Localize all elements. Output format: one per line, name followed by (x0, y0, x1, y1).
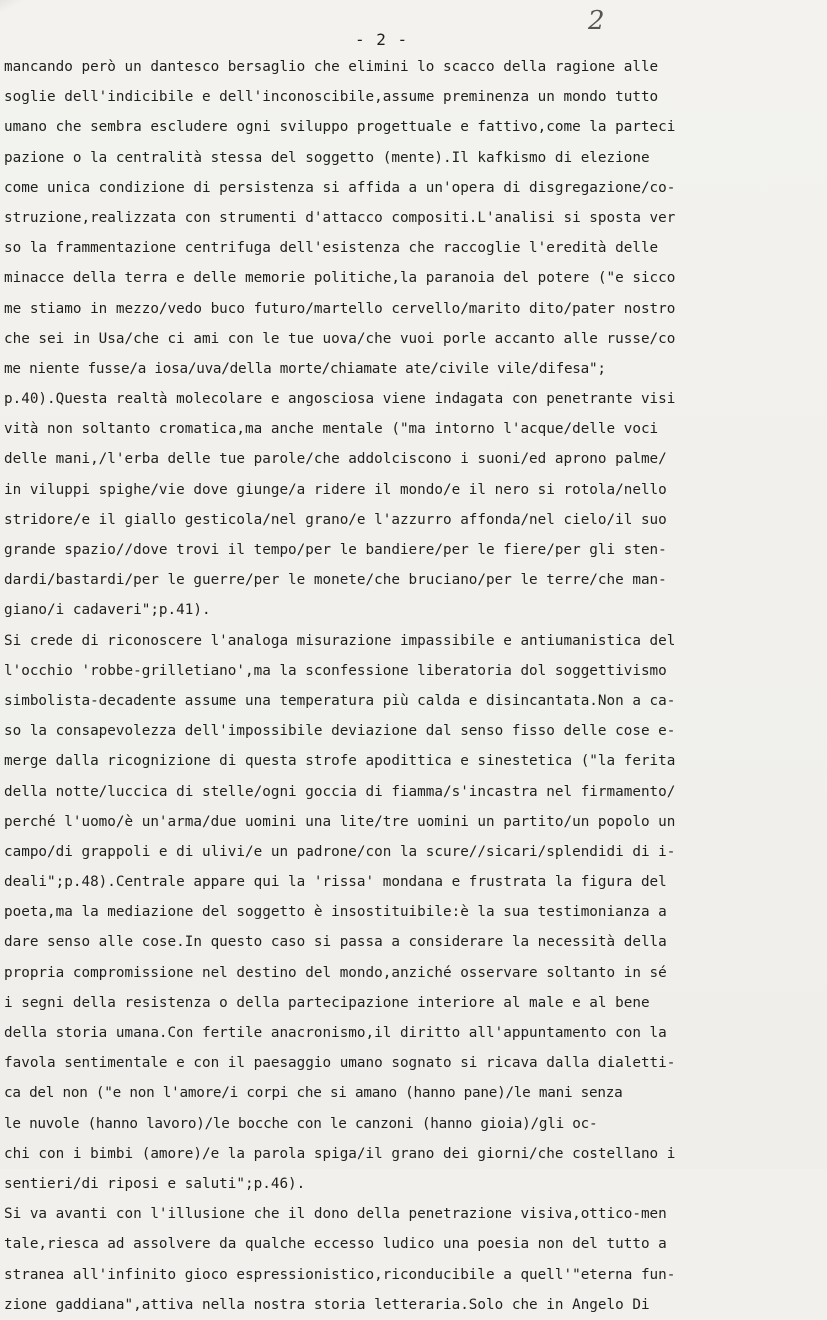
text-line: sentieri/di riposi e saluti";p.46). (4, 1175, 306, 1192)
text-line: pazione o la centralità stessa del soggetto (mente).Il kafkismo di elezione (4, 149, 650, 166)
text-line: dare senso alle cose.In questo caso si passa a considerare la necessità della (4, 934, 667, 951)
text-line: me niente fusse/a iosa/uva/della morte/chiamate ate/civile vile/difesa"; (4, 360, 606, 377)
text-line: in viluppi spighe/vie dove giunge/a ridere il mondo/e il nero si rotola/nello (4, 481, 667, 498)
text-line: grande spazio//dove trovi il tempo/per le bandiere/per le fiere/per gli sten- (4, 542, 667, 558)
text-line: so la frammentazione centrifuga dell'esistenza che raccoglie l'eredità delle (4, 240, 659, 257)
text-line: minacce della terra e delle memorie politiche,la paranoia del potere ("e sicco (4, 270, 676, 287)
text-line: favola sentimentale e con il paesaggio umano sognato si ricava dalla dialetti- (4, 1055, 676, 1072)
text-line: so la consapevolezza dell'impossibile deviazione dal senso fisso delle cose e- (4, 723, 676, 740)
text-line: zione gaddiana",attiva nella nostra storia letteraria.Solo che in Angelo Di (4, 1296, 650, 1313)
text-line: mancando però un dantesco bersaglio che elimini lo scacco della ragione alle (4, 59, 659, 75)
text-line: campo/di grappoli e di ulivi/e un padrone/con la scure//sicari/splendidi di i- (4, 843, 676, 860)
text-line: stridore/e il giallo gesticola/nel grano/e l'azzurro affonda/nel cielo/il suo (4, 511, 667, 528)
text-line: ca del non ("e non l'amore/i corpi che si amano (hanno pane)/le mani senza (4, 1085, 623, 1102)
text-line: stranea all'infinito gioco espressionistico,riconducibile a quell'"eterna fun- (4, 1266, 676, 1283)
text-line: merge dalla ricognizione di questa strofe apodittica e sinestetica ("la ferita (4, 753, 676, 770)
text-line: soglie dell'indicibile e dell'inconoscibile,assume preminenza un mondo tutto (4, 89, 659, 106)
text-line: struzione,realizzata con strumenti d'attacco compositi.L'analisi si sposta ver (4, 209, 676, 226)
text-line: dardi/bastardi/per le guerre/per le monete/che bruciano/per le terre/che man- (4, 572, 667, 589)
text-line: Si va avanti con l'illusione che il dono della penetrazione visiva,ottico-men (4, 1206, 667, 1223)
text-line: le nuvole (hanno lavoro)/le bocche con le canzoni (hanno gioia)/gli oc- (4, 1115, 598, 1132)
text-line: Si crede di riconoscere l'analoga misurazione impassibile e antiumanistica del (4, 632, 676, 649)
text-line: vità non soltanto cromatica,ma anche mentale ("ma intorno l'acque/delle voci (4, 421, 659, 438)
text-line: i segni della resistenza o della partecipazione interiore al male e al bene (4, 994, 650, 1011)
text-line: che sei in Usa/che ci ami con le tue uova/che vuoi porle accanto alle russe/co (4, 330, 676, 347)
text-line: simbolista-decadente assume una temperatura più calda e disincantata.Non a ca- (4, 692, 676, 709)
text-line: perché l'uomo/è un'arma/due uomini una lite/tre uomini un partito/un popolo un (4, 813, 676, 830)
text-line: delle mani,/l'erba delle tue parole/che addolciscono i suoni/ed aprono palme/ (4, 451, 667, 468)
text-line: giano/i cadaveri";p.41). (4, 602, 211, 619)
text-line: l'occhio 'robbe-grilletiano',ma la sconfessione liberatoria dol soggettivismo (4, 662, 667, 679)
text-line: deali";p.48).Centrale appare qui la 'rissa' mondana e frustrata la figura del (4, 874, 667, 891)
text-line: tale,riesca ad assolvere da qualche eccesso ludico una poesia non del tutto a (4, 1236, 667, 1253)
text-line: chi con i bimbi (amore)/e la parola spiga/il grano dei giorni/che costellano i (4, 1145, 676, 1162)
text-line: umano che sembra escludere ogni sviluppo progettuale e fattivo,come la parteci (4, 119, 676, 136)
page-corner-shadow (0, 0, 208, 25)
page-number: - 2 - (355, 30, 409, 49)
text-line: come unica condizione di persistenza si affida a un'opera di disgregazione/co- (4, 179, 676, 196)
text-line: me stiamo in mezzo/vedo buco futuro/martello cervello/marito dito/pater nostro (4, 300, 676, 317)
text-line: della notte/luccica di stelle/ogni goccia di fiamma/s'incastra nel firmamento/ (4, 783, 676, 800)
text-line: della storia umana.Con fertile anacronismo,il diritto all'appuntamento con la (4, 1025, 667, 1041)
handwritten-page-number: 2 (588, 6, 605, 36)
text-line: propria compromissione nel destino del mondo,anziché osservare soltanto in sé (4, 964, 667, 981)
body-text (4, 52, 819, 1320)
text-line: poeta,ma la mediazione del soggetto è insostituibile:è la sua testimonianza a (4, 904, 667, 921)
text-line: p.40).Questa realtà molecolare e angosciosa viene indagata con penetrante visi (4, 391, 676, 408)
